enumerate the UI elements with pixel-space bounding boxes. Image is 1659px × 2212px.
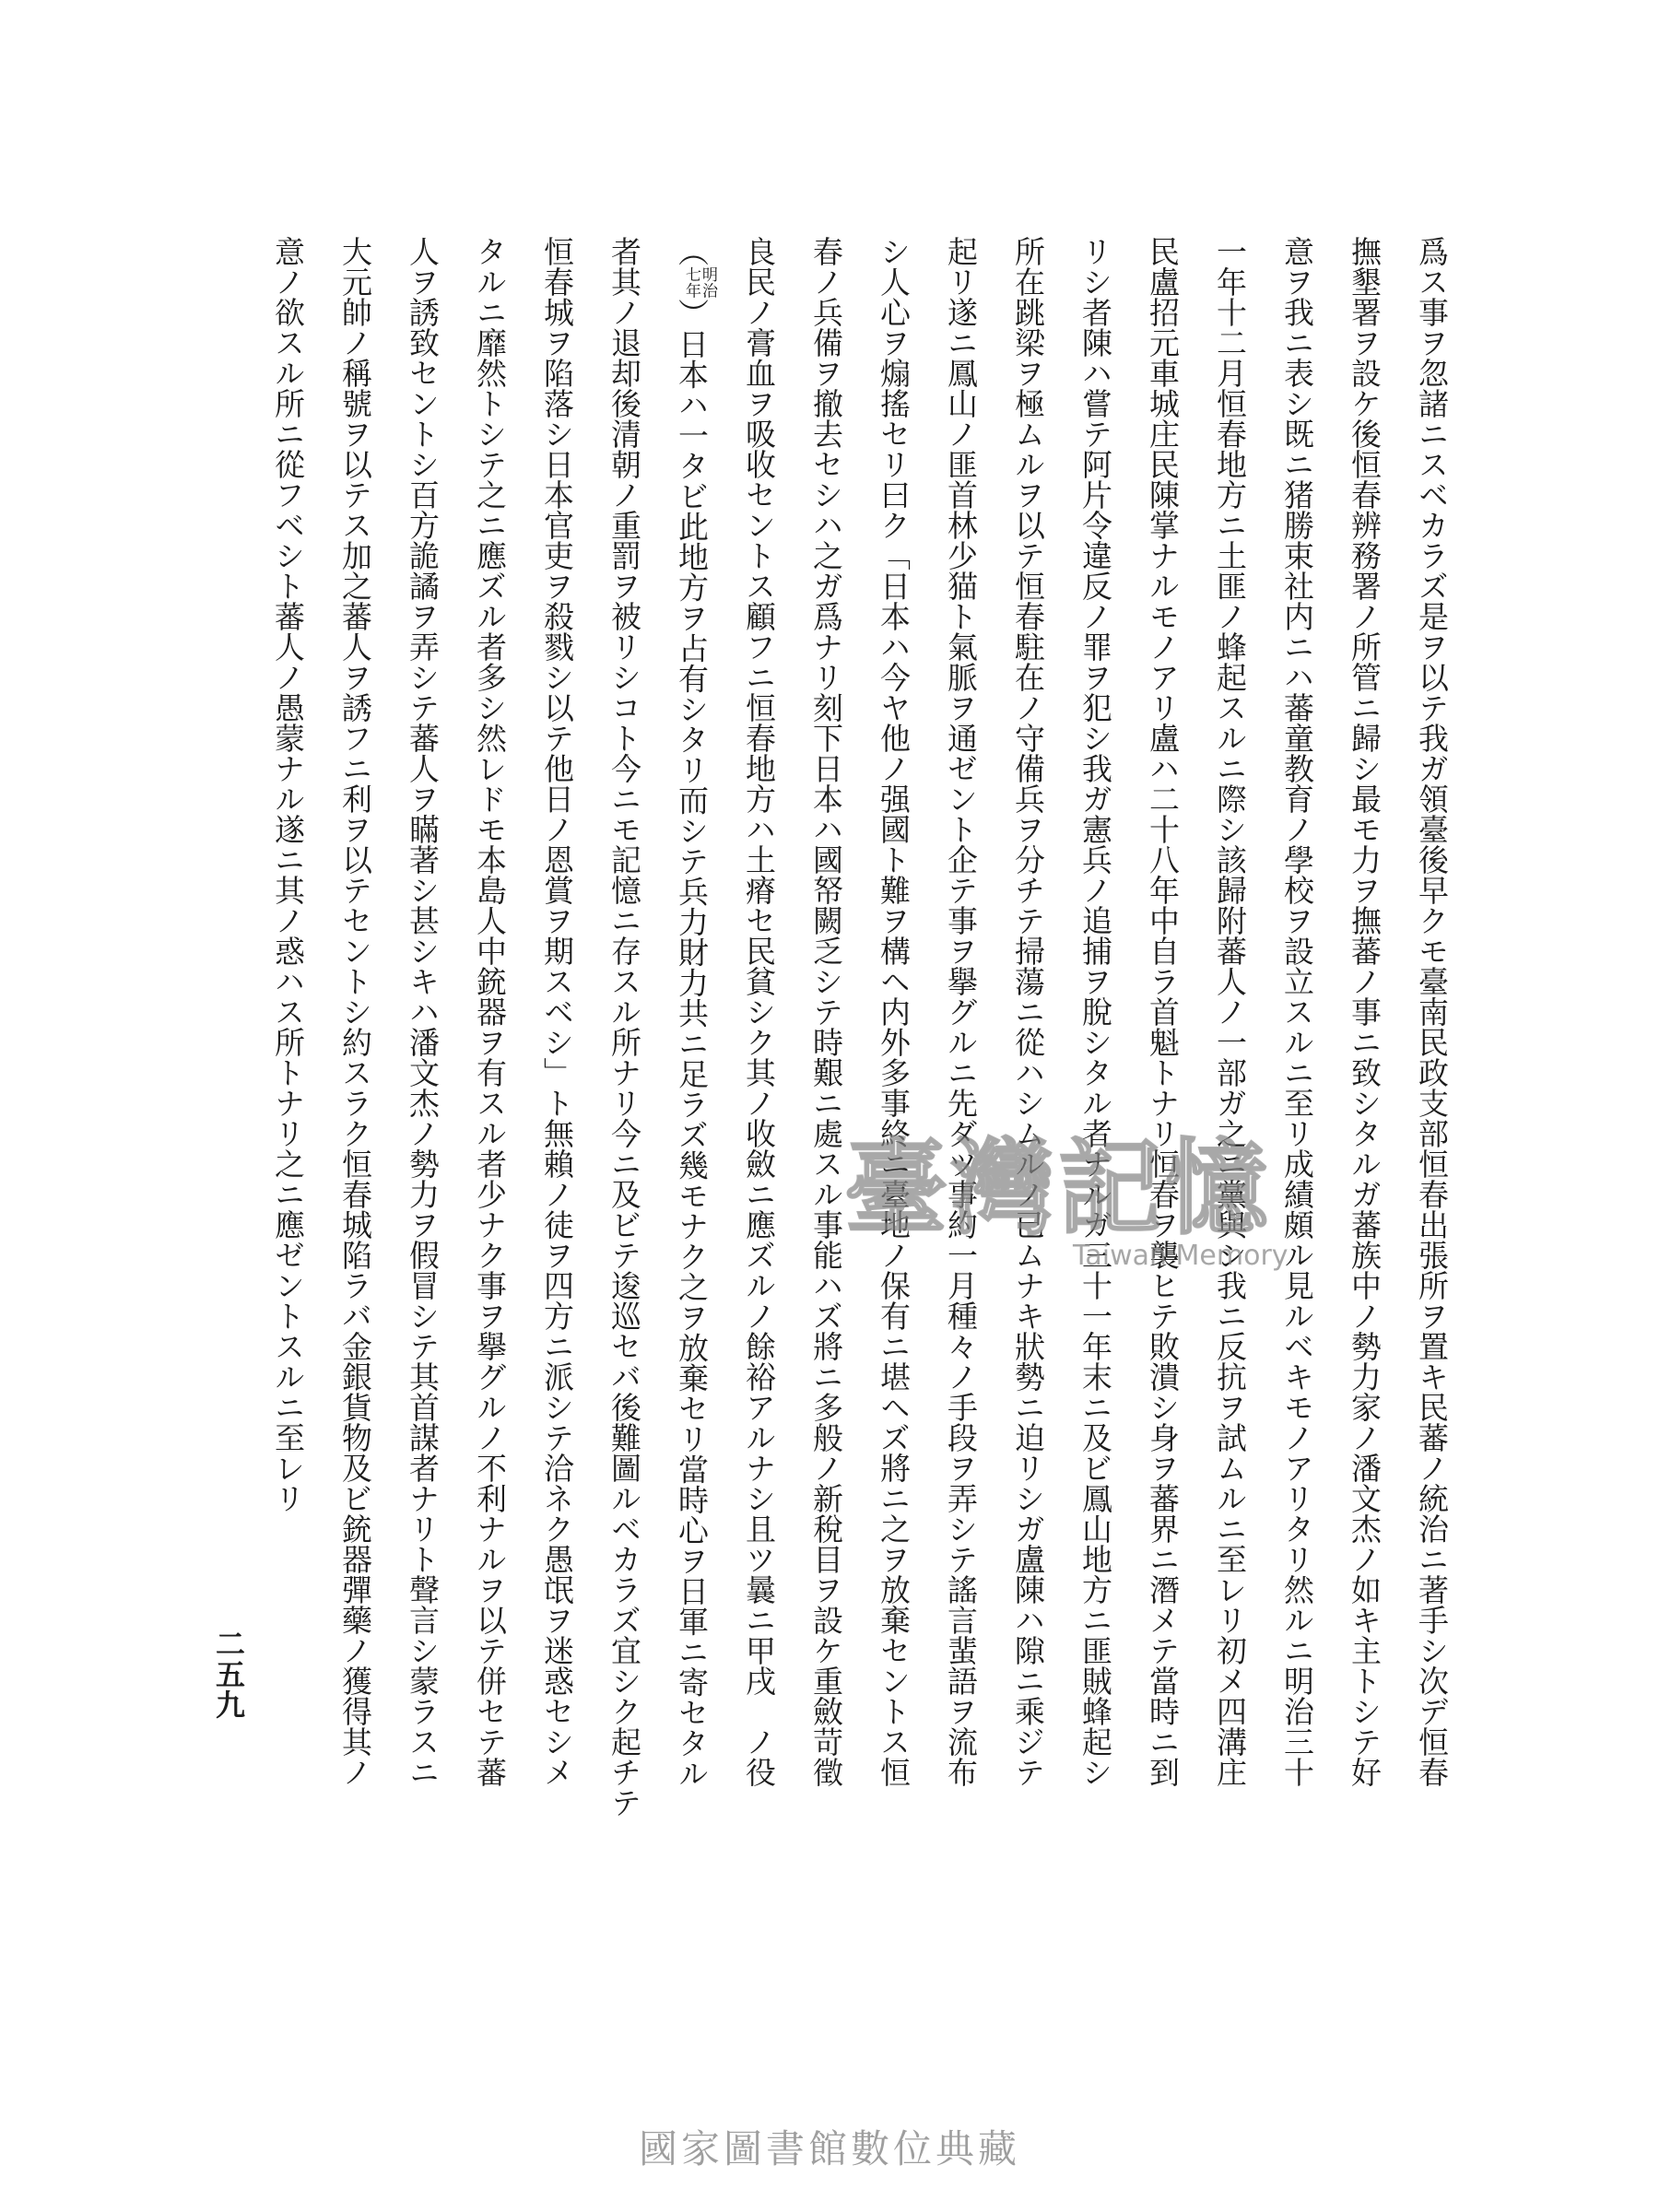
text-column-13: 者其ノ退却後清朝ノ重罰ヲ被リシコト今ニモ記憶ニ存スル所ナリ今ニ及ビテ逡巡セバ後難圖ルベカラズ宜シク起チテ (606, 236, 642, 1818)
column-text: 日本ハ一タビ此地方ヲ占有シタリ而シテ兵力財力共ニ足ラズ幾モナク之ヲ放棄セリ當時心ヲ日軍ニ寄セタル (674, 328, 710, 1789)
text-column-16: 人ヲ誘致セントシ百方詭譎ヲ弄シテ蕃人ヲ瞞著シ甚シキハ潘文杰ノ勢力ヲ假冒シテ其首謀者ナリト聲言シ蒙ラスニ (405, 236, 441, 1787)
text-column-07: 所在跳梁ヲ極ムルヲ以テ恒春駐在ノ守備兵ヲ分チテ掃蕩ニ從ハシムルノ已ムナキ狀勢ニ迫リシガ盧陳ハ隙ニ乘ジテ (1010, 236, 1046, 1787)
text-column-12 (658, 236, 725, 1877)
watermark-title: 臺灣記憶 (844, 1129, 1272, 1249)
text-column-04: 一年十二月恒春地方ニ土匪ノ蜂起スルニ際シ該歸附蕃人ノ一部ガ之ニ黨與シ我ニ反抗ヲ試ムルニ至レリ初メ四溝庄 (1212, 236, 1248, 1787)
annotation-open-paren: （ (674, 236, 710, 266)
text-column-18: 意ノ欲スル所ニ從フベシト蕃人ノ愚蒙ナル遂ニ其ノ惑ハス所トナリ之ニ應ゼントスルニ至レリ (270, 236, 306, 1513)
text-column-01: 爲ス事ヲ忽諸ニスベカラズ是ヲ以テ我ガ領臺後早クモ臺南民政支部恒春出張所ヲ置キ民蕃ノ統治ニ著手シ次デ恒春 (1414, 236, 1450, 1787)
text-column-09: シ人心ヲ煽搖セリ曰ク「日本ハ今ヤ他ノ强國ト難ヲ構ヘ内外多事終ニ臺地ノ保有ニ堪ヘズ將ニ之ヲ放棄セントス恒 (876, 236, 912, 1787)
text-column-03: 意ヲ我ニ表シ既ニ猪勝束社内ニハ蕃童教育ノ學校ヲ設立スルニ至リ成績頗ル見ルベキモノアリタリ然ルニ明治三十 (1279, 236, 1315, 1787)
text-column-08: 起リ遂ニ鳳山ノ匪首林少猫ト氣脈ヲ通ゼント企テ事ヲ擧グルニ先ダツ事約一月種々ノ手段ヲ弄シテ謠言蜚語ヲ流布 (943, 236, 979, 1787)
text-column-05: 民盧招元車城庄民陳掌ナルモノアリ盧ハ二十八年中自ラ首魁トナリ恒春ヲ襲ヒテ敗潰シ身ヲ蕃界ニ潛メテ當時ニ到 (1145, 236, 1181, 1787)
text-column-06: リシ者陳ハ嘗テ阿片令違反ノ罪ヲ犯シ我ガ憲兵ノ追捕ヲ脫シタル者ナルガ三十一年末ニ及ビ鳳山地方ニ匪賊蜂起シ (1077, 236, 1113, 1787)
watermark-subtitle: Taiwan Memory (1073, 1240, 1288, 1272)
text-column-02: 撫墾署ヲ設ケ後恒春辨務署ノ所管ニ歸シ最モ力ヲ撫蕃ノ事ニ致シタルガ蕃族中ノ勢力家ノ潘文杰ノ如キ主トシテ好 (1347, 236, 1382, 1787)
text-column-14: 恒春城ヲ陷落シ日本官吏ヲ殺戮シ以テ他日ノ恩賞ヲ期スベシ」ト無賴ノ徒ヲ四方ニ派シテ洽ネク愚氓ヲ迷惑セシメ (539, 236, 575, 1787)
library-footer: 國家圖書館數位典藏 (638, 2126, 1020, 2171)
text-column-17: 大元帥ノ稱號ヲ以テス加之蕃人ヲ誘フニ利ヲ以テセントシ約スラク恒春城陷ラバ金銀貨物及ビ銃器彈藥ノ獲得其ノ (337, 236, 373, 1787)
annotation-line: 明治 (699, 266, 717, 299)
inline-annotation (674, 236, 717, 329)
page-number: 二五九 (211, 1629, 246, 1720)
annotation-lines (683, 266, 716, 298)
body-text (254, 236, 1465, 1877)
text-column-15: タルニ靡然トシテ之ニ應ズル者多シ然レドモ本島人中銃器ヲ有スル者少ナク事ヲ擧グルノ不利ナルヲ以テ併セテ蕃 (472, 236, 508, 1787)
text-column-11: 良民ノ膏血ヲ吸收セントス顧フニ恒春地方ハ土瘠セ民貧シク其ノ收斂ニ應ズルノ餘裕アルナシ且ツ曩ニ甲戌 ノ役 (741, 236, 777, 1787)
annotation-line: 七年 (682, 266, 700, 299)
text-column-10: 春ノ兵備ヲ撤去セシハ之ガ爲ナリ刻下日本ハ國帑闕乏シテ時艱ニ處スル事能ハズ將ニ多般ノ新稅目ヲ設ケ重斂苛徵 (808, 236, 844, 1787)
annotation-close-paren: ） (674, 298, 710, 329)
